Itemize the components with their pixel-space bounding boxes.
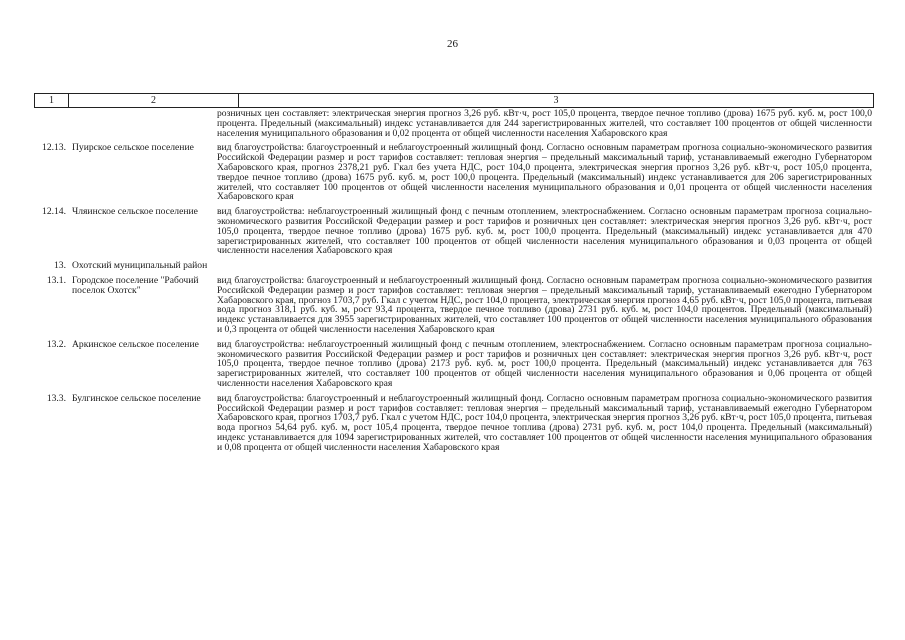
row-number: 12.13. <box>42 142 66 154</box>
table-row <box>34 261 874 271</box>
settlement-name: Пуирское сельское поселение <box>72 142 194 154</box>
table-row <box>34 109 874 138</box>
tariff-table <box>34 93 874 453</box>
row-number <box>34 109 69 138</box>
row-description: вид благоустройства: неблагоустроенный жилищный фонд с печным отоплением, электроснабжением. Согласно основным параметрам прогноза социально-экономического развития Российской Федерации размер и рост тарифов и розничных цен составляет: электрическая энергия прогноз 3,26 руб. кВт·ч, рост 105,0 процента, твердое печное топливо (дрова) 2173 руб. куб. м, рост 100,0 процента. Предельный (максимальный) индекс устанавливается для 763 зарегистрированных жителей, что составляет 100 процентов от общей численности населения муниципального образования и 0,06 процента от общей численности населения Хабаровского края <box>217 338 872 389</box>
row-description: вид благоустройства: благоустроенный и неблагоустроенный жилищный фонд. Согласно основным параметрам прогноза социально-экономического развития Российской Федерации размер и рост тарифов составляет: тепловая энергия – предельный максимальный тариф, устанавливаемый ежегодно Губернатором Хабаровского края, прогноз 1703,7 руб. Гкал с учетом НДС, рост 104,0 процента, электрическая энергия прогноз 3,26 руб. кВт·ч, рост 105,0 процента, питьевая вода прогноз 54,64 руб. куб. м, рост 105,4 процента, твердое печное топлива (дрова) 2731 руб. куб. м, рост 104,0 процента. Предельный (максимальный) индекс устанавливается для 1094 зарегистрированных жителей, что составляет 100 процентов от общей численности населения муниципального образования и 0,08 процента от общей численности населения Хабаровского края <box>217 392 872 453</box>
settlement-name: Городское поселение "Рабочий поселок Охотск" <box>72 274 199 296</box>
table-header <box>34 93 874 108</box>
header-col-1: 1 <box>35 94 69 107</box>
settlement-name: Чляинское сельское поселение <box>72 206 198 218</box>
settlement-name: Аркинское сельское поселение <box>72 338 199 350</box>
row-number: 12.14. <box>42 206 66 218</box>
header-col-2: 2 <box>69 94 239 107</box>
table-row <box>34 207 874 256</box>
table-row <box>34 276 874 335</box>
row-number: 13.1. <box>46 274 66 286</box>
row-description: вид благоустройства: благоустроенный и неблагоустроенный жилищный фонд. Согласно основным параметрам прогноза социально-экономического развития Российской Федерации размер и рост тарифов составляет: тепловая энергия – предельный максимальный тариф, устанавливаемый ежегодно Губернатором Хабаровского края, прогноз 2378,21 руб. Гкал без учета НДС, рост 104,0 процента, электрическая энергия прогноз 3,26 руб. кВт·ч, рост 105,0 процента, твердое печное топливо (дрова) 1675 руб. куб. м, рост 100,0 процента. Предельный (максимальный) индекс устанавливается для 206 зарегистрированных жителей, что составляет 100 процентов от общей численности населения муниципального образования и 0,01 процента от общей численности населения Хабаровского края <box>217 142 872 203</box>
settlement-name <box>69 109 209 138</box>
settlement-name: Булгинское сельское поселение <box>72 392 201 404</box>
row-description: вид благоустройства: благоустроенный и неблагоустроенный жилищный фонд. Согласно основным параметрам прогноза социально-экономического развития Российской Федерации размер и рост тарифов составляет: тепловая энергия – предельный максимальный тариф, устанавливаемый ежегодно Губернатором Хабаровского края, прогноз 1703,7 руб. Гкал с учетом НДС, рост 104,0 процента, электрическая энергия прогноз 4,65 руб. кВт·ч, рост 105,0 процента, питьевая вода прогноз 318,1 руб. куб. м, рост 93,4 процента, твердое печное топливо (дрова) 2731 руб. куб. м, рост 104,0 процентов. Предельный (максимальный) индекс устанавливается для 3955 зарегистрированных жителей, что составляет 100 процентов от общей численности населения муниципального образования и 0,3 процента от общей численности населения Хабаровского края <box>217 274 872 335</box>
table-row <box>34 394 874 453</box>
row-number: 13. <box>54 260 66 272</box>
district-name: Охотский муниципальный район <box>72 260 208 272</box>
row-description: вид благоустройства: неблагоустроенный жилищный фонд с печным отоплением, электроснабжением. Согласно основным параметрам прогноза социально-экономического развития Российской Федерации размер и рост тарифов и розничных цен составляет: электрическая энергия прогноз 3,26 руб. кВт·ч, рост 105,0 процента, твердое печное топливо (дрова) 1675 руб. куб. м, рост 100,0 процента. Предельный (максимальный) индекс устанавливается для 470 зарегистрированных жителей, что составляет 100 процентов от общей численности населения муниципального образования и 0,03 процента от общей численности населения Хабаровского края <box>217 206 872 257</box>
page-number: 26 <box>447 38 458 50</box>
row-number: 13.2. <box>46 338 66 350</box>
row-number: 13.3. <box>46 392 66 404</box>
table-row <box>34 143 874 202</box>
row-description <box>209 261 874 271</box>
table-row <box>34 340 874 389</box>
row-description: розничных цен составляет: электрическая энергия прогноз 3,26 руб. кВт·ч, рост 105,0 процента, твердое печное топливо (дрова) 1675 руб. куб. м, рост 100,0 процента. Предельный (максимальный) индекс устанавливается для 244 зарегистрированных жителей, что составляет 100 процентов от общей численности населения муниципального образования и 0,02 процента от общей численности населения Хабаровского края <box>217 108 872 139</box>
header-col-3: 3 <box>553 95 559 106</box>
